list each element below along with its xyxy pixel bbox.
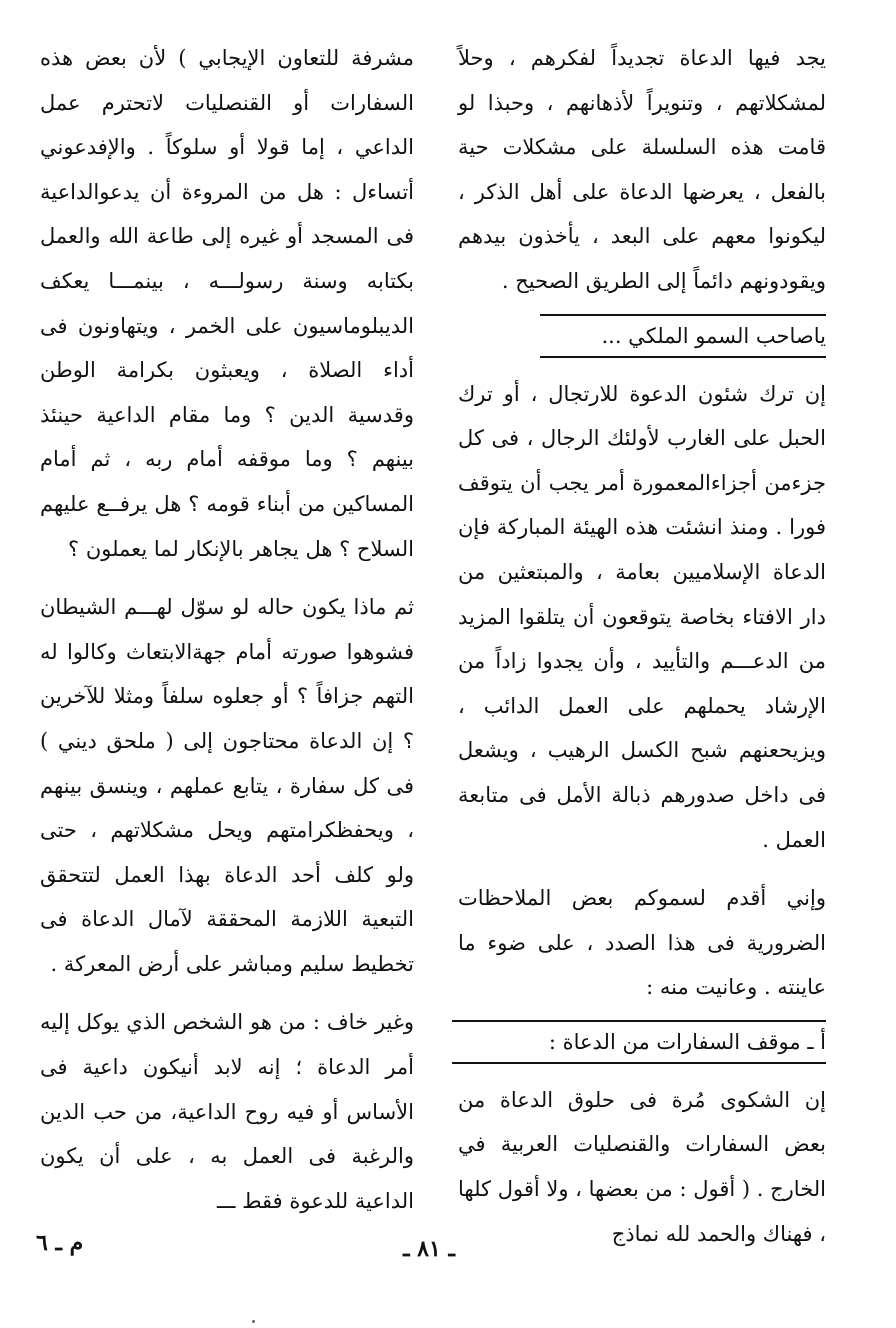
subheading-block <box>458 1020 826 1064</box>
body-paragraph: ثم ماذا يكون حاله لو سوّل لهـــم الشيطان فشوهوا صورته أمام جهةالابتعاث وكالوا له التهم جزافاً ؟ أو جعلوه سلفاً ومثلا للآخرين ؟ إن الدعاة محتاجون إلى ( ملحق ديني ) فى كل سفارة ، يتابع عملهم ، وينسق بينهم ، ويحفظكرامتهم ويحل مشكلاتهم ، حتى ولو كلف أحد الدعاة بهذا العمل لتتحقق التبعية اللازمة المحققة لآمال الدعاة فى تخطيط سليم ومباشر على أرض المعركة . <box>40 595 414 976</box>
subheading-bottom-rule <box>452 1062 826 1064</box>
subheading: أ ـ موقف السفارات من الدعاة : <box>548 1029 826 1054</box>
signature-mark: م ـ ٦ <box>36 1230 84 1256</box>
heading-bottom-rule <box>540 356 826 358</box>
body-paragraph: وغير خاف : من هو الشخص الذي يوكل إليه أمر الدعاة ؛ إنه لابد أنيكون داعية فى الأساس أو فيه روح الداعية، من حب الدين والرغبة فى العمل به ، على أن يكون الداعية للدعوة فقط ـــ <box>40 1010 414 1213</box>
body-paragraph: إن ترك شئون الدعوة للارتجال ، أو ترك الحبل على الغارب لأولئك الرجال ، فى كل جزءمن أجزاءالمعمورة أمر يجب أن يتوقف فورا . ومنذ انشئت هذه الهيئة المباركة فإن الدعاة الإسلاميين بعامة ، والمبتعثين من دار الافتاء بخاصة يتوقعون أن يتلقوا المزيد من الدعـــم والتأييد ، وأن يجدوا زاداً من الإرشاد يحملهم على العمل الدائب ، ويزيحعنهم شبح الكسل الرهيب ، ويشعل فى داخل صدورهم ذبالة الأمل فى متابعة العمل . <box>458 381 826 852</box>
right-column <box>458 36 826 1256</box>
body-paragraph: إن الشكوى مُرة فى حلوق الدعاة من بعض السفارات والقنصليات العربية في الخارج . ( أقول : من بعضها ، ولا أقول كلها ، فهناك والحمد لله نماذج <box>458 1087 826 1246</box>
left-column <box>40 36 414 1223</box>
section-heading-block <box>458 314 826 358</box>
scan-speck <box>252 1320 255 1323</box>
section-heading: ياصاحب السمو الملكي ... <box>601 323 826 348</box>
body-paragraph: مشرفة للتعاون الإيجابي ) لأن بعض هذه السفارات أو القنصليات لاتحترم عمل الداعي ، إما قولا أو سلوكاً . والإفدعوني أتساءل : هل من المروءة أن يدعوالداعية فى المسجد أو غيره إلى طاعة الله والعمل بكتابه وسنة رسولـــه ، بينمـــا يعكف الديبلوماسيون على الخمر ، ويتهاونون فى أداء الصلاة ، ويعبثون بكرامة الوطن وقدسية الدين ؟ وما مقام الداعية حينئذ بينهم ؟ وما موقفه أمام ربه ، ثم أمام المساكين من أبناء قومه ؟ هل يرفــع عليهم السلاح ؟ هل يجاهر بالإنكار لما يعملون ؟ <box>40 46 414 561</box>
intro-paragraph: يجد فيها الدعاة تجديداً لفكرهم ، وحلاً لمشكلاتهم ، وتنويراً لأذهانهم ، وحبذا لو قامت هذه السلسلة على مشكلات حية بالفعل ، يعرضها الدعاة على أهل الذكر ، ليكونوا معهم على البعد ، يأخذون بيدهم ويقودونهم دائماً إلى الطريق الصحيح . <box>458 46 826 293</box>
body-paragraph: وإني أقدم لسموكم بعض الملاحظات الضرورية فى هذا الصدد ، على ضوء ما عاينته . وعانيت منه : <box>458 886 826 1000</box>
page-number: ـ ٨١ ـ <box>403 1236 455 1262</box>
